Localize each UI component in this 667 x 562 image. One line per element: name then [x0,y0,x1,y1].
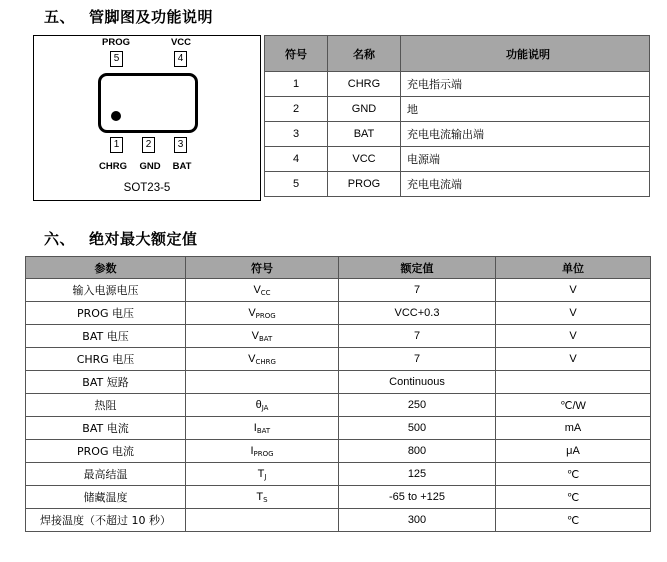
pin-3: 3 [174,137,187,153]
symbol-subscript: S [263,496,268,504]
value-cell: -65 to +125 [339,486,496,509]
pin-number: 1 [265,72,328,97]
ratings-body [26,279,651,532]
pin-name: GND [328,97,401,122]
symbol-main: I [250,445,254,457]
symbol-main: V [248,353,256,365]
symbol-subscript: PROG [253,450,274,458]
param-cell: BAT 电压 [26,325,186,348]
section-title: 绝对最大额定值 [89,230,198,248]
param-cell: 焊接温度（不超过 10 秒） [26,509,186,532]
param-cell: 热阻 [26,394,186,417]
pin-function-table [264,35,650,197]
symbol-main: V [248,307,256,319]
header-name: 名称 [328,36,401,72]
value-cell: 800 [339,440,496,463]
header-function: 功能说明 [401,36,650,72]
table-row [26,325,651,348]
package-name: SOT23-5 [123,182,171,194]
symbol-main: T [256,491,264,503]
symbol-subscript: CHRG [255,358,276,366]
table-row [26,302,651,325]
param-cell: PROG 电流 [26,440,186,463]
header-rating: 额定值 [339,257,496,279]
param-cell: 最高结温 [26,463,186,486]
param-cell: CHRG 电压 [26,348,186,371]
table-header-row [26,257,651,279]
pin-1: 1 [110,137,123,153]
value-cell: 7 [339,348,496,371]
pin-number: 4 [265,147,328,172]
pin-label-gnd: GND [139,161,161,172]
symbol-cell [186,371,339,394]
param-cell: 储藏温度 [26,486,186,509]
pin-label-bat: BAT [172,161,192,172]
table-row [26,486,651,509]
unit-cell: ℃ [496,509,651,532]
value-cell: 500 [339,417,496,440]
symbol-cell [186,325,339,348]
table-row [26,463,651,486]
pin-description: 电源端 [401,147,650,172]
table-row [26,348,651,371]
table-row [26,394,651,417]
symbol-subscript: PROG [255,312,276,320]
pin-description: 充电指示端 [401,72,650,97]
table-row [265,97,650,122]
symbol-main: θ [255,399,262,411]
package-pinout-diagram [33,35,261,201]
pin-number: 3 [265,122,328,147]
pin-4: 4 [174,51,187,67]
symbol-cell [186,417,339,440]
pin-name: VCC [328,147,401,172]
symbol-main: T [257,468,265,480]
pin-description: 充电电流端 [401,172,650,197]
header-unit: 单位 [496,257,651,279]
unit-cell: V [496,348,651,371]
pin-name: PROG [328,172,401,197]
pin-label-prog: PROG [102,37,130,48]
section-5-heading [44,6,213,27]
pin-2: 2 [142,137,155,153]
symbol-cell [186,509,339,532]
symbol-subscript: BAT [259,335,273,343]
table-row [26,509,651,532]
table-row [26,440,651,463]
unit-cell: ℃ [496,486,651,509]
symbol-subscript: CC [260,289,271,297]
unit-cell: ℃ [496,463,651,486]
pin1-marker-icon [111,111,121,121]
pin-label-vcc: VCC [170,37,192,48]
symbol-main: V [253,284,261,296]
pin-label-chrg: CHRG [99,161,127,172]
symbol-main: V [251,330,259,342]
table-row [265,122,650,147]
value-cell: 7 [339,325,496,348]
section-6-heading [44,228,198,249]
symbol-cell [186,302,339,325]
value-cell: 250 [339,394,496,417]
symbol-cell [186,463,339,486]
pin-name: BAT [328,122,401,147]
symbol-cell [186,348,339,371]
unit-cell: μA [496,440,651,463]
table-row [265,147,650,172]
header-symbol: 符号 [265,36,328,72]
symbol-subscript: J [264,473,267,481]
value-cell: Continuous [339,371,496,394]
pin-number: 5 [265,172,328,197]
table-row [26,371,651,394]
header-symbol: 符号 [186,257,339,279]
section-title: 管脚图及功能说明 [89,8,214,26]
table-row [26,417,651,440]
section-number: 六、 [44,230,76,248]
header-parameter: 参数 [26,257,186,279]
symbol-cell [186,486,339,509]
pin-number: 2 [265,97,328,122]
unit-cell: V [496,302,651,325]
symbol-cell [186,279,339,302]
pin-description: 地 [401,97,650,122]
table-row [265,172,650,197]
table-row [265,72,650,97]
unit-cell: ℃/W [496,394,651,417]
symbol-subscript: JA [261,404,269,412]
value-cell: VCC+0.3 [339,302,496,325]
section-number: 五、 [44,8,76,26]
param-cell: BAT 短路 [26,371,186,394]
pin-name: CHRG [328,72,401,97]
chip-body [98,73,198,133]
pin-description: 充电电流输出端 [401,122,650,147]
table-header-row [265,36,650,72]
param-cell: PROG 电压 [26,302,186,325]
value-cell: 7 [339,279,496,302]
symbol-cell [186,440,339,463]
value-cell: 125 [339,463,496,486]
value-cell: 300 [339,509,496,532]
symbol-main: I [253,422,257,434]
unit-cell: V [496,279,651,302]
table-row [26,279,651,302]
symbol-cell [186,394,339,417]
param-cell: 输入电源电压 [26,279,186,302]
pin-5: 5 [110,51,123,67]
param-cell: BAT 电流 [26,417,186,440]
unit-cell: V [496,325,651,348]
symbol-subscript: BAT [256,427,271,435]
unit-cell: mA [496,417,651,440]
absolute-max-ratings-table [25,256,651,532]
unit-cell [496,371,651,394]
